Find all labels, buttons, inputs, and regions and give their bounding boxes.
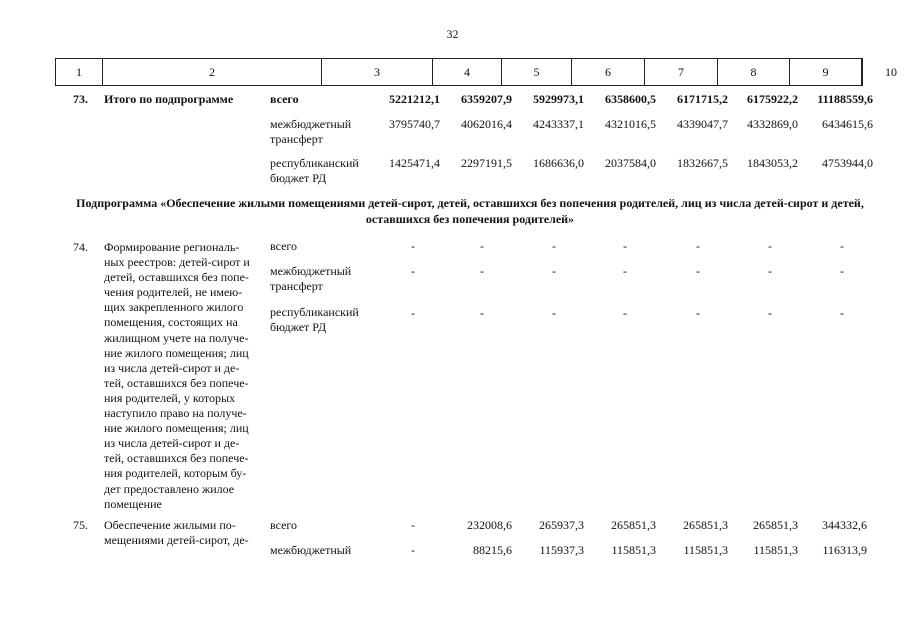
dash-cell: - <box>411 239 415 253</box>
value-cell: 265851,3 <box>753 518 798 532</box>
description-line: ние жилого помещения; лиц <box>104 421 249 436</box>
value-cell: 1686636,0 <box>533 156 584 170</box>
value-cell: 1843053,2 <box>747 156 798 170</box>
dash-cell: - <box>768 264 772 278</box>
value-cell: 11188559,6 <box>817 92 873 106</box>
dash-cell: - <box>480 239 484 253</box>
value-cell: 88215,6 <box>473 543 512 557</box>
funding-label: межбюджетный трансферт <box>270 264 352 293</box>
funding-label: республиканский бюджет РД <box>270 156 359 185</box>
dash-cell: - <box>768 239 772 253</box>
value-cell: 6171715,2 <box>677 92 728 106</box>
value-cell: 6434615,6 <box>822 117 873 131</box>
header-col-7: 7 <box>645 59 718 85</box>
description-line: Обеспечение жилыми по- <box>104 518 236 532</box>
row-number: 73. <box>73 92 88 106</box>
dash-cell: - <box>696 264 700 278</box>
dash-cell: - <box>552 306 556 320</box>
header-col-3: 3 <box>322 59 433 85</box>
dash-cell: - <box>411 543 415 557</box>
header-col-4: 4 <box>433 59 502 85</box>
dash-cell: - <box>411 306 415 320</box>
header-col-2: 2 <box>103 59 322 85</box>
description-line: ния родителей, которым бу- <box>104 466 247 481</box>
value-cell: 2297191,5 <box>461 156 512 170</box>
value-cell: 3795740,7 <box>389 117 440 131</box>
funding-label: межбюджетный трансферт <box>270 117 352 146</box>
dash-cell: - <box>552 239 556 253</box>
description-line: помещение <box>104 496 162 511</box>
page-number: 32 <box>446 27 459 41</box>
value-cell: 4753944,0 <box>822 156 873 170</box>
value-cell: 232008,6 <box>467 518 512 532</box>
dash-cell: - <box>411 264 415 278</box>
value-cell: 115851,3 <box>683 543 728 557</box>
funding-label: межбюджетный <box>270 543 352 557</box>
dash-cell: - <box>623 239 627 253</box>
description-line: из числа детей-сирот и де- <box>104 436 240 451</box>
funding-label: республиканский бюджет РД <box>270 305 359 334</box>
description-line: тей, оставшихся без попече- <box>104 375 249 390</box>
value-cell: 6358600,5 <box>605 92 656 106</box>
header-col-10: 10 <box>885 65 897 79</box>
description-line: помещения, состоящих на <box>104 315 238 330</box>
row-number: 74. <box>73 240 88 254</box>
value-cell: 1425471,4 <box>389 156 440 170</box>
value-cell: 344332,6 <box>822 518 867 532</box>
value-cell: 2037584,0 <box>605 156 656 170</box>
header-col-9: 9 <box>790 59 862 85</box>
header-col-8: 8 <box>718 59 790 85</box>
dash-cell: - <box>552 264 556 278</box>
value-cell: 115851,3 <box>611 543 656 557</box>
description-line: ных реестров: детей-сирот и <box>104 255 250 270</box>
description-line: Формирование региональ- <box>104 240 240 254</box>
header-col-6: 6 <box>572 59 645 85</box>
description-line: щих закрепленного жилого <box>104 300 244 315</box>
funding-label: всего <box>270 518 298 532</box>
description-line: ния родителей, у которых <box>104 390 236 405</box>
funding-label: всего <box>270 239 298 253</box>
value-cell: 4321016,5 <box>605 117 656 131</box>
row-number: 75. <box>73 518 88 532</box>
value-cell: 1832667,5 <box>677 156 728 170</box>
dash-cell: - <box>840 306 844 320</box>
dash-cell: - <box>480 306 484 320</box>
description-line: из числа детей-сирот и де- <box>104 360 240 375</box>
value-cell: 265851,3 <box>683 518 728 532</box>
value-cell: 4339047,7 <box>677 117 728 131</box>
description-line: наступило право на получе- <box>104 406 247 421</box>
value-cell: 4062016,4 <box>461 117 512 131</box>
dash-cell: - <box>480 264 484 278</box>
description-line: тей, оставшихся без попече- <box>104 451 249 466</box>
value-cell: 6175922,2 <box>747 92 798 106</box>
row-description <box>104 518 263 548</box>
value-cell: 116313,9 <box>822 543 867 557</box>
dash-cell: - <box>696 239 700 253</box>
value-cell: 5929973,1 <box>533 92 584 106</box>
header-col-1: 1 <box>56 59 103 85</box>
description-line: дет предоставлено жилое <box>104 481 235 496</box>
value-cell: 6359207,9 <box>461 92 512 106</box>
row-description <box>104 240 263 512</box>
dash-cell: - <box>840 239 844 253</box>
value-cell: 5221212,1 <box>389 92 440 106</box>
description-line: мещениями детей-сирот, де- <box>104 533 249 548</box>
dash-cell: - <box>411 518 415 532</box>
funding-label: всего <box>270 92 299 106</box>
value-cell: 115851,3 <box>753 543 798 557</box>
description-line: ние жилого помещения; лиц <box>104 345 249 360</box>
dash-cell: - <box>768 306 772 320</box>
dash-cell: - <box>840 264 844 278</box>
table-header-row <box>55 58 897 86</box>
dash-cell: - <box>696 306 700 320</box>
row-name: Итого по подпрограмме <box>104 92 234 106</box>
subprogram-heading: Подпрограмма «Обеспечение жилыми помещениями детей-сирот, детей, оставшихся без попечения родителей, лиц из числа детей-сирот и детей, оставшихся без попечения родителей» <box>76 196 864 226</box>
value-cell: 265851,3 <box>611 518 656 532</box>
dash-cell: - <box>623 264 627 278</box>
description-line: детей, оставшихся без попе- <box>104 270 249 285</box>
description-line: чения родителей, не имею- <box>104 285 243 300</box>
value-cell: 4243337,1 <box>533 117 584 131</box>
value-cell: 265937,3 <box>539 518 584 532</box>
dash-cell: - <box>623 306 627 320</box>
value-cell: 4332869,0 <box>747 117 798 131</box>
description-line: жилищном учете на получе- <box>104 330 249 345</box>
value-cell: 115937,3 <box>539 543 584 557</box>
header-col-5: 5 <box>502 59 572 85</box>
